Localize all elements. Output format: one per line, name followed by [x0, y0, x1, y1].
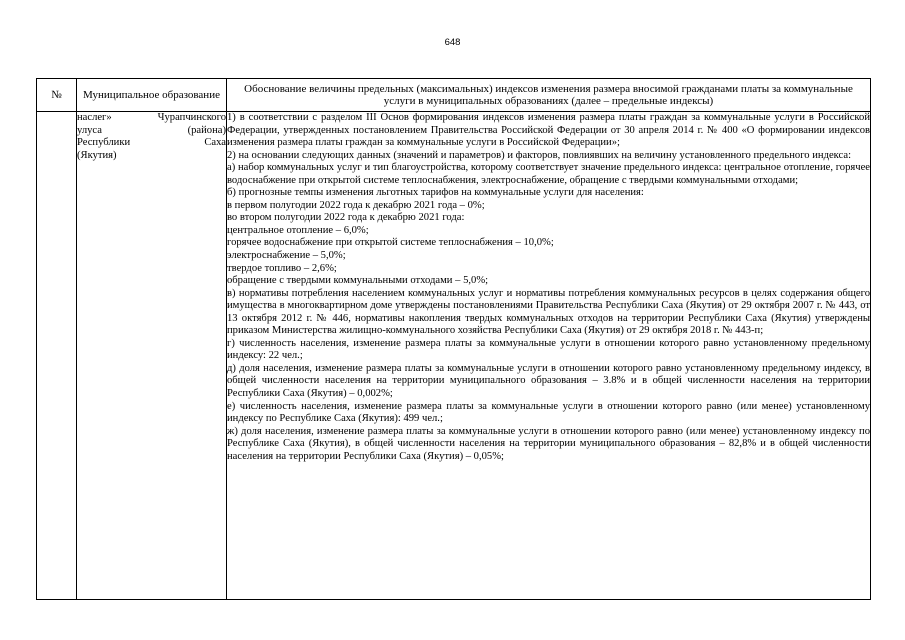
paragraph: д) доля населения, изменение размера платы за коммунальные услуги в отношении которого равно установленному предельному индексу, в общей численности населения на территории муниципального образования – 3.8% и в общей численности населения на территории Республики Саха (Якутия) – 0,002%; — [227, 362, 870, 400]
header-municipality: Муниципальное образование — [77, 79, 227, 112]
justification-cell — [227, 112, 871, 600]
paragraph: ж) доля населения, изменение размера платы за коммунальные услуги в отношении которого равно (или менее) установленному индексу по Республике Саха (Якутия), в общей численности населения на территории муниципального образования – 82,8% и в общей численности населения на территории Республики Саха (Якутия) – 0,05%; — [227, 425, 870, 462]
paragraph: центральное отопление – 6,0%; — [227, 224, 369, 236]
paragraph: электроснабжение – 5,0%; — [227, 250, 346, 262]
municipality-line: улуса (района) — [77, 124, 226, 136]
paragraph: г) численность населения, изменение размера платы за коммунальные услуги в отношении которого равно установленному предельному индексу: 22 чел.; — [227, 337, 870, 362]
header-justification: Обоснование величины предельных (максимальных) индексов изменения размера вносимой гражданами платы за коммунальные услуги в муниципальных образованиях (далее – предельные индексы) — [227, 79, 871, 112]
paragraph: обращение с твердыми коммунальными отходами – 5,0%; — [227, 275, 489, 287]
paragraph: е) численность населения, изменение размера платы за коммунальные услуги в отношении которого равно (или менее) установленному индексу по Республике Саха (Якутия): 499 чел.; — [227, 400, 870, 425]
municipality-line: (Якутия) — [77, 149, 117, 161]
paragraph: а) набор коммунальных услуг и тип благоустройства, которому соответствует значение предельного индекса: центральное отопление, горячее водоснабжение при открытой системе теплоснабжения, электроснабжение, обращение с твердыми коммунальными отходами; — [227, 162, 870, 186]
paragraph: горячее водоснабжение при открытой системе теплоснабжения – 10,0%; — [227, 237, 554, 249]
paragraph: 2) на основании следующих данных (значений и параметров) и факторов, повлиявших на величину установленного предельного индекса: — [227, 149, 852, 161]
municipality-line: наслег» Чурапчинского — [77, 112, 226, 123]
paragraph: 1) в соответствии с разделом III Основ формирования индексов изменения размера платы граждан за коммунальные услуги в Российской Федерации, утвержденных постановлением Правительства Российской Федерации от 30 апреля 2014 г. № 400 «О формировании индексов изменения размера платы граждан за коммунальные услуги в Российской Федерации»; — [227, 112, 870, 149]
municipality-line: Республики Саха — [77, 137, 226, 149]
paragraph: во втором полугодии 2022 года к декабрю 2021 года: — [227, 212, 465, 224]
paragraph: твердое топливо – 2,6%; — [227, 262, 337, 274]
paragraph: в) нормативы потребления населением коммунальных услуг и нормативы потребления коммунальных ресурсов в целях содержания общего имущества в многоквартирном доме утверждены постановлениями Правительства Республики Саха (Якутия) от 29 октября 2007 г. № 443, от 13 октября 2012 г. № 446, нормативы накопления твердых коммунальных отходов на территории Республики Саха (Якутия) утверждены приказом Министерства жилищно-коммунального хозяйства Республики Саха (Якутия) от 29 октября 2018 г. № 443-п; — [227, 287, 870, 337]
row-number-cell — [37, 112, 77, 600]
table-header-row — [37, 79, 871, 112]
header-number: № — [37, 79, 77, 112]
table-row — [37, 112, 871, 600]
paragraph: б) прогнозные темпы изменения льготных тарифов на коммунальные услуги для населения: — [227, 187, 644, 199]
paragraph: в первом полугодии 2022 года к декабрю 2021 года – 0%; — [227, 199, 485, 211]
page-number: 648 — [444, 37, 461, 48]
municipality-cell — [77, 112, 227, 600]
justification-table — [36, 78, 871, 600]
